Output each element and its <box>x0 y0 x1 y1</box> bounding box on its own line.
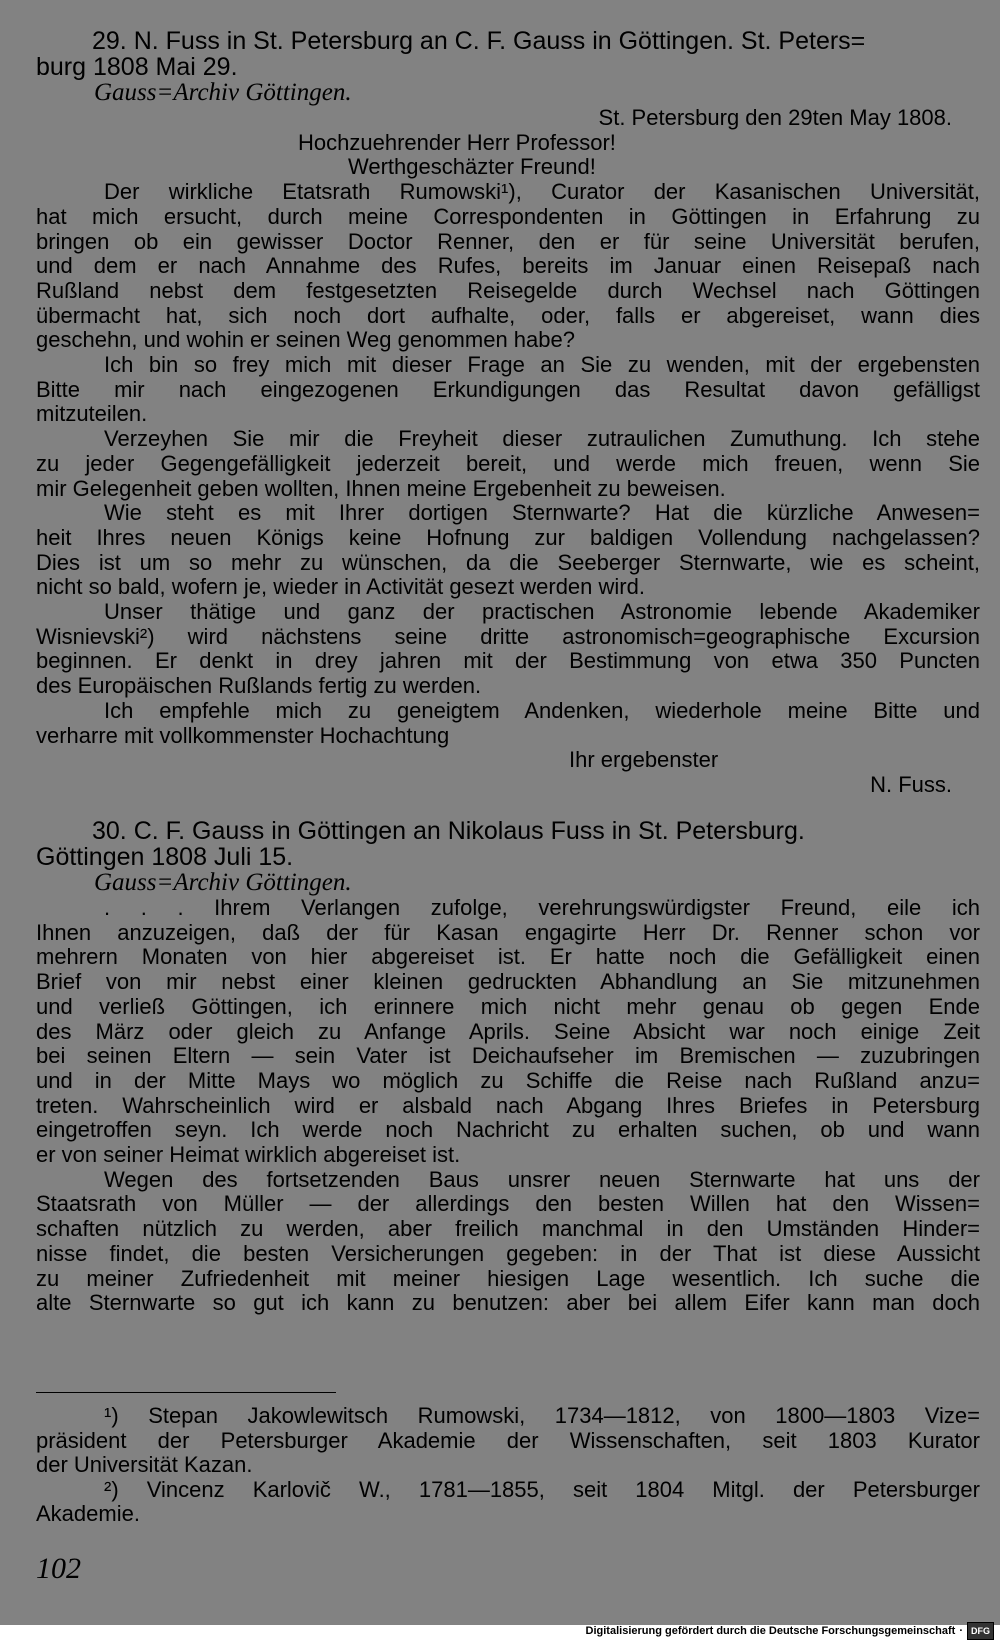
text-line: treten. Wahrscheinlich wird er alsbald nach Abgang Ihres Briefes in Petersburg <box>36 1092 980 1118</box>
letter-29-archive: Gauss=Archiv Göttingen. <box>94 79 352 106</box>
text-line: zu meiner Zufriedenheit mit meiner hiesigen Lage wesentlich. Ich suche die <box>36 1265 980 1291</box>
text-line: heit Ihres neuen Königs keine Hofnung zur baldigen Vollendung nachgelassen? <box>36 524 980 550</box>
text-line: der Universität Kazan. <box>36 1452 253 1477</box>
letter-30-heading <box>36 818 980 870</box>
text-line: . . . Ihrem Verlangen zufolge, verehrungswürdigster Freund, eile ich <box>104 895 980 920</box>
text-line: hat mich ersucht, durch meine Correspondenten in Göttingen in Erfahrung zu <box>36 203 980 229</box>
text-line: Der wirkliche Etatsrath Rumowski¹), Curator der Kasanischen Universität, <box>104 179 980 205</box>
text-line: Ihnen anzuzeigen, daß der für Kasan engagirte Herr Dr. Renner schon vor <box>36 919 980 945</box>
text-line: übermacht hat, sich noch dort aufhalte, oder, falls er abgereiset, wann dies <box>36 302 980 328</box>
text-line: eingetroffen seyn. Ich werde noch Nachricht zu erhalten suchen, ob und wann <box>36 1117 980 1143</box>
text-line: bei seinen Eltern — sein Vater ist Deichaufseher im Bremischen — zuzubringen <box>36 1043 980 1069</box>
letter-29-body <box>36 180 980 748</box>
footnotes-body <box>36 1404 980 1527</box>
text-line: ²) Vincenz Karlovič W., 1781—1855, seit 1804 Mitgl. der Petersburger <box>104 1476 980 1502</box>
digitization-footer: Digitalisierung gefördert durch die Deutsche Forschungsgemeinschaft · DFG <box>586 1622 994 1640</box>
text-line: Ich bin so frey mich mit dieser Frage an Sie zu wenden, mit der ergebensten <box>104 352 980 378</box>
text-line: Rußland nebst dem festgesetzten Reisegelde durch Wechsel nach Göttingen <box>36 277 980 303</box>
text-line: Wegen des fortsetzenden Baus unsrer neuen Sternwarte hat uns der <box>104 1166 980 1192</box>
text-line: Wisnievski²) wird nächstens seine dritte astronomisch=geographische Excursion <box>36 623 980 649</box>
text-line: verharre mit vollkommenster Hochachtung <box>36 722 450 748</box>
text-line: Verzeyhen Sie mir die Freyheit dieser zutraulichen Zumuthung. Ich stehe <box>104 426 980 452</box>
letter-29-title-line1: 29. N. Fuss in St. Petersburg an C. F. Gauss in Göttingen. St. Peters= <box>92 27 866 55</box>
text-line: des März oder gleich zu Anfange Aprils. Seine Absicht war noch einige Zeit <box>36 1018 980 1044</box>
text-line: und in der Mitte Mays wo möglich zu Schiffe die Reise nach Rußland anzu= <box>36 1067 980 1093</box>
footnotes <box>36 1404 980 1527</box>
letter-29-heading <box>36 28 980 80</box>
letter-30-body <box>36 896 980 1316</box>
text-line: ¹) Stepan Jakowlewitsch Rumowski, 1734—1812, von 1800—1803 Vize= <box>104 1403 980 1428</box>
text-line: mehrern Monaten von hier abgereiset ist. Er hatte noch die Gefälligkeit einen <box>36 944 980 970</box>
letter-29-salutation-2: Werthgeschäzter Freund! <box>348 154 596 180</box>
text-line: zu jeder Gegengefälligkeit jederzeit bereit, und werde mich freuen, wenn Sie <box>36 450 980 476</box>
text-line: geschehn, und wohin er seinen Weg genommen habe? <box>36 327 575 353</box>
letter-30-title-line2: Göttingen 1808 Juli 15. <box>36 843 294 871</box>
letter-29-signature: N. Fuss. <box>870 771 952 797</box>
letter-29-dateline: St. Petersburg den 29ten May 1808. <box>598 105 952 130</box>
text-line: Wie steht es mit Ihrer dortigen Sternwarte? Hat die kürzliche Anwesen= <box>104 500 980 526</box>
page-number: 102 <box>36 1552 81 1585</box>
text-line: schaften nützlich zu werden, aber freilich manchmal in den Umständen Hinder= <box>36 1216 980 1242</box>
text-line: beginnen. Er denkt in drey jahren mit der Bestimmung von etwa 350 Puncten <box>36 648 980 674</box>
text-line: des Europäischen Rußlands fertig zu werden. <box>36 673 482 699</box>
text-line: Ich empfehle mich zu geneigtem Andenken, wiederhole meine Bitte und <box>104 697 980 723</box>
text-line: Brief von mir nebst einer kleinen gedruckten Abhandlung an Sie mitzunehmen <box>36 969 980 995</box>
text-line: mir Gelegenheit geben wollten, Ihnen meine Ergebenheit zu beweisen. <box>36 475 726 501</box>
letter-29-title-line2: burg 1808 Mai 29. <box>36 53 238 81</box>
text-line: er von seiner Heimat wirklich abgereiset ist. <box>36 1142 461 1168</box>
text-line: alte Sternwarte so gut ich kann zu benutzen: aber bei allem Eifer kann man doch <box>36 1290 980 1316</box>
footer-text: Digitalisierung gefördert durch die Deutsche Forschungsgemeinschaft <box>585 1625 956 1637</box>
text-line: Unser thätige und ganz der practischen Astronomie lebende Akademiker <box>104 599 980 625</box>
text-line: nisse findet, die besten Versicherungen gegeben: in der That ist diese Aussicht <box>36 1240 980 1266</box>
text-line: bringen ob ein gewisser Doctor Renner, den er für seine Universität berufen, <box>36 228 980 254</box>
text-line: und verließ Göttingen, ich erinnere mich nicht mehr genau ob gegen Ende <box>36 993 980 1019</box>
text-line: Akademie. <box>36 1501 140 1526</box>
letter-29-salutation-1: Hochzuehrender Herr Professor! <box>298 129 616 155</box>
text-line: nicht so bald, wofern je, wieder in Activität gesezt werden wird. <box>36 574 645 600</box>
footnote-rule <box>36 1392 336 1393</box>
letter-29 <box>36 28 980 798</box>
text-line: präsident der Petersburger Akademie der Wissenschaften, seit 1803 Kurator <box>36 1427 980 1453</box>
text-line: Bitte mir nach eingezogenen Erkundigungen das Resultat davon gefälligst <box>36 376 980 402</box>
letter-29-closing: Ihr ergebenster <box>569 747 719 773</box>
letter-30-archive: Gauss=Archiv Göttingen. <box>94 869 352 896</box>
text-line: Staatsrath von Müller — der allerdings den besten Willen hat den Wissen= <box>36 1191 980 1217</box>
dfg-logo: DFG <box>967 1622 994 1640</box>
letter-30-title-line1: 30. C. F. Gauss in Göttingen an Nikolaus Fuss in St. Petersburg. <box>92 817 805 845</box>
text-line: und dem er nach Annahme des Rufes, bereits im Januar einen Reisepaß nach <box>36 253 980 279</box>
letter-30 <box>36 818 980 1316</box>
text-line: Dies ist um so mehr zu wünschen, da die Seeberger Sternwarte, wie es scheint, <box>36 549 980 575</box>
text-line: mitzuteilen. <box>36 401 148 427</box>
